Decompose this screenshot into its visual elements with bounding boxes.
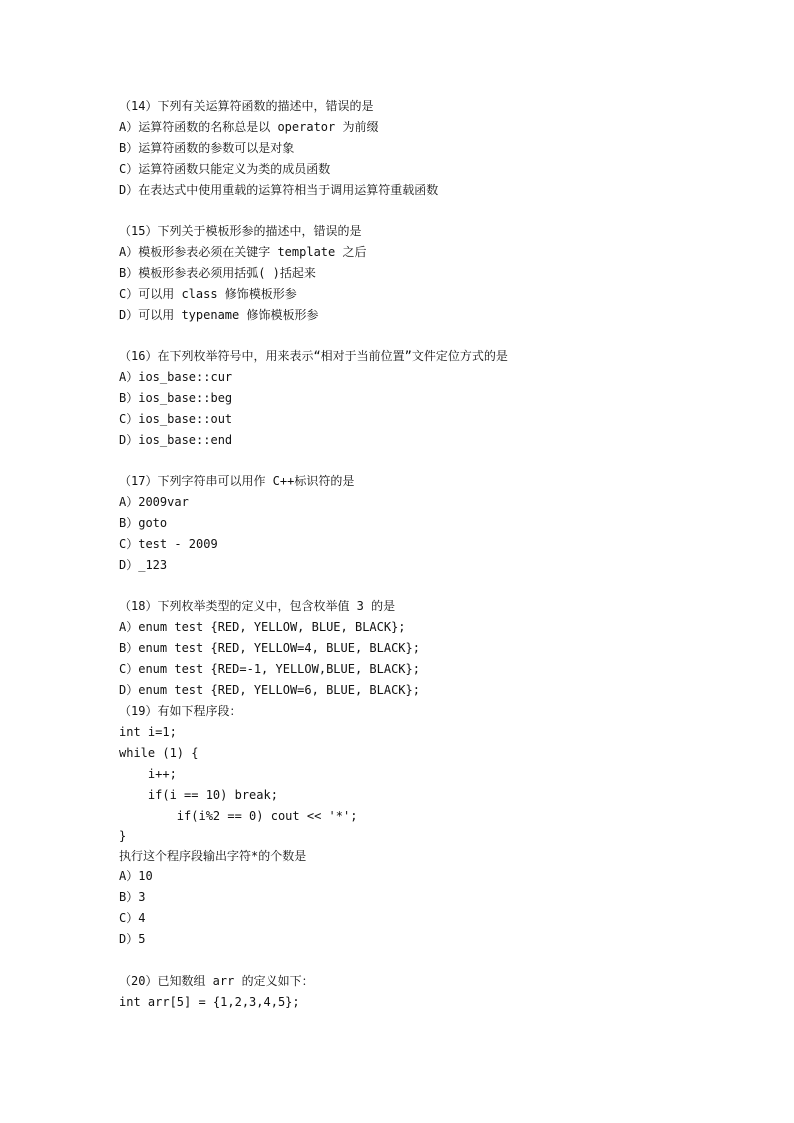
question-18-option-d: D）enum test {RED, YELLOW=6, BLUE, BLACK};	[119, 683, 420, 697]
question-15-option-b: B）模板形参表必须用括弧( )括起来	[119, 266, 316, 280]
question-18-option-a: A）enum test {RED, YELLOW, BLUE, BLACK};	[119, 620, 406, 634]
question-19-option-c: C）4	[119, 911, 146, 925]
question-19-code-line: if(i == 10) break;	[119, 788, 278, 802]
question-14-option-d: D）在表达式中使用重载的运算符相当于调用运算符重载函数	[119, 183, 439, 197]
question-20-stem: （20）已知数组 arr 的定义如下：	[119, 974, 314, 988]
question-15-option-c: C）可以用 class 修饰模板形参	[119, 287, 297, 301]
question-14-option-c: C）运算符函数只能定义为类的成员函数	[119, 162, 331, 176]
question-14-option-b: B）运算符函数的参数可以是对象	[119, 141, 295, 155]
question-19-stem: （19）有如下程序段：	[119, 704, 242, 718]
question-20-code-line: int arr[5] = {1,2,3,4,5};	[119, 995, 300, 1009]
question-17-option-a: A）2009var	[119, 495, 189, 509]
question-16-stem: （16）在下列枚举符号中，用来表示“相对于当前位置”文件定位方式的是	[119, 349, 508, 363]
question-16-option-b: B）ios_base::beg	[119, 391, 233, 405]
question-19-code-line: while (1) {	[119, 746, 199, 760]
question-19-code-line: }	[119, 829, 127, 843]
question-19-prompt: 执行这个程序段输出字符*的个数是	[119, 849, 307, 863]
question-17-stem: （17）下列字符串可以用作 C++标识符的是	[119, 474, 355, 488]
question-17-option-b: B）goto	[119, 516, 168, 530]
question-19-code-line: if(i%2 == 0) cout << '*';	[119, 809, 358, 823]
question-18-stem: （18）下列枚举类型的定义中，包含枚举值 3 的是	[119, 599, 396, 613]
question-16-option-d: D）ios_base::end	[119, 433, 233, 447]
question-15-option-a: A）模板形参表必须在关键字 template 之后	[119, 245, 367, 259]
question-17-option-d: D）_123	[119, 558, 168, 572]
question-19-code-line: int i=1;	[119, 725, 177, 739]
question-16-option-a: A）ios_base::cur	[119, 370, 233, 384]
question-18-option-b: B）enum test {RED, YELLOW=4, BLUE, BLACK};	[119, 641, 420, 655]
question-14-stem: （14）下列有关运算符函数的描述中，错误的是	[119, 99, 374, 113]
question-18-option-c: C）enum test {RED=-1, YELLOW,BLUE, BLACK};	[119, 662, 420, 676]
question-16-option-c: C）ios_base::out	[119, 412, 233, 426]
question-17-option-c: C）test - 2009	[119, 537, 218, 551]
question-19-option-b: B）3	[119, 890, 146, 904]
question-19-code-line: i++;	[119, 767, 177, 781]
question-15-option-d: D）可以用 typename 修饰模板形参	[119, 308, 319, 322]
question-19-option-a: A）10	[119, 869, 153, 883]
question-14-option-a: A）运算符函数的名称总是以 operator 为前缀	[119, 120, 379, 134]
question-15-stem: （15）下列关于模板形参的描述中，错误的是	[119, 224, 362, 238]
question-19-option-d: D）5	[119, 932, 146, 946]
